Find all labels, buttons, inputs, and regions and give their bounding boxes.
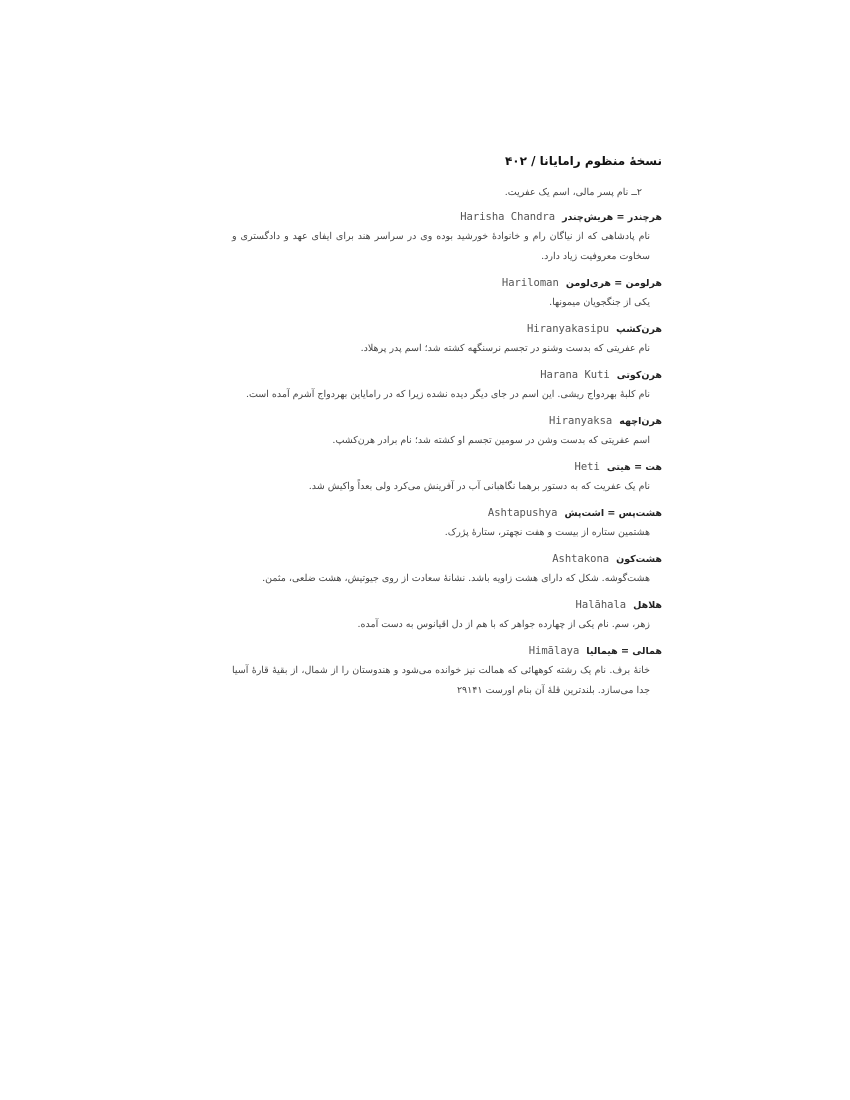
headword-latin: Hiranyaksa	[549, 415, 613, 427]
entry-headword	[232, 594, 662, 615]
headword-persian: هرن‌کوتی	[616, 370, 662, 381]
glossary-entry	[232, 594, 662, 635]
entry-definition: اسم عفریتی که بدست وشن در سومین تجسم او کشته شد؛ نام برادر هرن‌کشپ.	[332, 435, 650, 446]
glossary-entry	[232, 410, 662, 451]
page-header	[232, 154, 662, 168]
entry-headword	[232, 456, 662, 477]
headword-latin: Hariloman	[501, 277, 559, 289]
glossary-entry	[232, 206, 662, 267]
entry-headword	[232, 548, 662, 569]
headword-persian: هشت‌پس = اشت‌پش	[564, 508, 662, 519]
entry-headword	[232, 318, 662, 339]
glossary-entry	[232, 502, 662, 543]
headword-latin: Halāhala	[575, 599, 627, 611]
headword-latin: Ashtapushya	[487, 507, 558, 519]
headword-latin: Heti	[574, 461, 600, 473]
entry-headword	[232, 502, 662, 523]
headword-persian: هرن‌کشپ	[616, 324, 662, 335]
headword-latin: Himālaya	[528, 645, 580, 657]
entry-definition: هشت‌گوشه. شکل که دارای هشت زاویه باشد. نشانهٔ سعادت از روی جیوتیش، هشت ضلعی، مثمن.	[262, 573, 650, 584]
headword-persian: هشت‌کون	[616, 554, 662, 565]
glossary-entry	[232, 318, 662, 359]
entry-definition: خانهٔ برف. نام یک رشته کوههائی که همالت نیز خوانده می‌شود و هندوستان را از شمال، از بقیهٔ قارهٔ آسیا جدا می‌سازد. بلندترین قلهٔ آن بنام اورست ۲۹۱۴۱	[232, 665, 650, 696]
headword-persian: همالی = هیمالیا	[586, 646, 662, 657]
headword-persian: هت = هیتی	[606, 462, 662, 473]
headword-persian: هرچندر = هریش‌چندر	[562, 212, 662, 223]
glossary-entry	[232, 272, 662, 313]
glossary-entry	[232, 456, 662, 497]
glossary-content	[232, 184, 662, 706]
headword-latin: Harana Kuti	[540, 369, 610, 381]
headword-persian: هلاهل	[633, 600, 662, 611]
entry-headword	[232, 410, 662, 431]
entry-headword	[232, 640, 662, 661]
intro-line: ۲ــ نام پسر مالی، اسم یک عفریت.	[504, 187, 642, 198]
entry-headword	[232, 364, 662, 385]
glossary-entry	[232, 364, 662, 405]
entry-definition: نام عفریتی که بدست وشنو در تجسم نرسنگهه کشته شد؛ اسم پدر پرهلاد.	[360, 343, 650, 354]
headword-latin: Ashtakona	[552, 553, 610, 565]
entry-definition: هشتمین ستاره از بیست و هفت نچهتر، ستارهٔ پژرک.	[444, 527, 650, 538]
entry-headword	[232, 272, 662, 293]
entry-headword	[232, 206, 662, 227]
entry-definition: یکی از جنگجویان میمونها.	[549, 297, 650, 308]
headword-persian: هرلومن = هری‌لومن	[565, 278, 662, 289]
entry-definition: نام پادشاهی که از نیاگان رام و خانوادهٔ خورشید بوده وی در سراسر هند برای ایفای عهد و دادگستری و سخاوت معروفیت زیاد دارد.	[232, 231, 650, 262]
headword-persian: هرن‌اچهه	[619, 416, 662, 427]
headword-latin: Harisha Chandra	[460, 211, 556, 223]
entry-definition: زهر، سم. نام یکی از چهارده جواهر که با هم از دل اقیانوس به دست آمده.	[357, 619, 650, 630]
headword-latin: Hiranyakasipu	[526, 323, 610, 335]
entry-definition: نام یک عفریت که به دستور برهما نگاهبانی آب در آفرینش می‌کرد ولی بعداً واکیش شد.	[308, 481, 650, 492]
running-head: نسخهٔ منظوم رامایانا / ۴۰۲	[504, 154, 662, 168]
glossary-entry	[232, 640, 662, 701]
glossary-entry	[232, 548, 662, 589]
entry-definition: نام کلبهٔ بهردواج ریشی. این اسم در جای دیگر دیده نشده زیرا که در رامایاین بهردواج آشرم آمده است.	[245, 389, 650, 400]
